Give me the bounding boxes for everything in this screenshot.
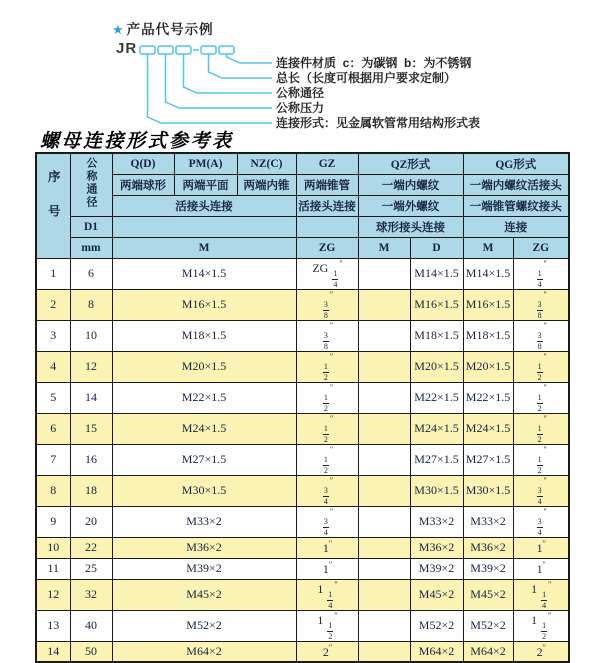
cell-thread-m: M24×1.5 bbox=[112, 413, 296, 444]
diagram-heading-text: 产品代号示例 bbox=[126, 22, 214, 37]
cell-qz-m bbox=[358, 320, 410, 351]
cell-row-no: 2 bbox=[36, 289, 70, 320]
cell-row-no: 9 bbox=[36, 506, 70, 537]
cell-dn-mm: 6 bbox=[70, 258, 112, 289]
cell-qg-m: M24×1.5 bbox=[463, 413, 513, 444]
cell-qz-m bbox=[358, 610, 410, 641]
cell-gz-zg: $\frac{1}{2}$ ″ bbox=[296, 351, 358, 382]
cell-qz-d: M16×1.5 bbox=[410, 289, 463, 320]
leader-line-3 bbox=[184, 54, 273, 93]
cell-thread-m: M52×2 bbox=[112, 610, 296, 641]
cell-qg-m: M30×1.5 bbox=[463, 475, 513, 506]
header-cell-zg: ZG bbox=[296, 237, 358, 258]
cell-gz-zg: $\frac{3}{8}$ ″ bbox=[296, 289, 358, 320]
cell-dn-mm: 15 bbox=[70, 413, 112, 444]
header-cell-d1: D1 bbox=[70, 216, 112, 237]
cell-dn-mm: 40 bbox=[70, 610, 112, 641]
cell-row-no: 5 bbox=[36, 382, 70, 413]
header-dn-label: 公称通径 bbox=[85, 157, 97, 210]
table-row bbox=[36, 289, 569, 320]
header-cell-nz-sub: 两端内锥 bbox=[237, 174, 296, 195]
header-cell-gz: GZ bbox=[296, 153, 358, 174]
code-box-1 bbox=[140, 46, 155, 54]
table-row bbox=[36, 444, 569, 475]
cell-thread-m: M18×1.5 bbox=[112, 320, 296, 351]
cell-thread-m: M64×2 bbox=[112, 641, 296, 662]
cell-thread-m: M20×1.5 bbox=[112, 351, 296, 382]
cell-thread-m: M33×2 bbox=[112, 506, 296, 537]
leader-line-2 bbox=[209, 54, 273, 78]
cell-qz-m bbox=[358, 413, 410, 444]
cell-dn-mm: 50 bbox=[70, 641, 112, 662]
cell-qz-m bbox=[358, 289, 410, 320]
header-row-units bbox=[36, 237, 569, 258]
cell-qz-m bbox=[358, 506, 410, 537]
cell-qz-d: M18×1.5 bbox=[410, 320, 463, 351]
cell-qz-m bbox=[358, 558, 410, 579]
header-cell-qg-zg: ZG bbox=[513, 237, 569, 258]
table-header bbox=[36, 153, 569, 258]
cell-dn-mm: 16 bbox=[70, 444, 112, 475]
header-cell-pm: PM(A) bbox=[174, 153, 237, 174]
cell-qg-m: M16×1.5 bbox=[463, 289, 513, 320]
header-cell-q: Q(D) bbox=[112, 153, 174, 174]
table-row bbox=[36, 506, 569, 537]
cell-qz-m bbox=[358, 475, 410, 506]
cell-row-no: 7 bbox=[36, 444, 70, 475]
cell-qz-d: M52×2 bbox=[410, 610, 463, 641]
cell-gz-zg: 1 $\frac{1}{4}$ ″ bbox=[296, 579, 358, 610]
diagram-heading bbox=[112, 18, 214, 38]
cell-qg-zg: $\frac{1}{2}$ ″ bbox=[513, 351, 569, 382]
cell-qz-d: M64×2 bbox=[410, 641, 463, 662]
header-cell-qg-sub1: 一端内螺纹活接头 bbox=[463, 174, 569, 195]
leader-line-4 bbox=[166, 54, 273, 108]
cell-qz-d: M22×1.5 bbox=[410, 382, 463, 413]
table-row bbox=[36, 610, 569, 641]
header-cell-blank-left bbox=[112, 216, 296, 237]
table-body bbox=[36, 258, 569, 662]
cell-qz-d: M45×2 bbox=[410, 579, 463, 610]
cell-qz-m bbox=[358, 351, 410, 382]
header-cell-qz-sub2: 一端外螺纹 bbox=[358, 195, 463, 216]
header-row-joint bbox=[36, 195, 569, 216]
cell-dn-mm: 10 bbox=[70, 320, 112, 351]
cell-qz-m bbox=[358, 258, 410, 289]
cell-qz-m bbox=[358, 537, 410, 558]
cell-thread-m: M14×1.5 bbox=[112, 258, 296, 289]
code-prefix: JR bbox=[116, 40, 138, 57]
cell-row-no: 14 bbox=[36, 641, 70, 662]
header-cell-qg-sub2: 一端锥管螺纹接头 bbox=[463, 195, 569, 216]
cell-dn-mm: 18 bbox=[70, 475, 112, 506]
cell-dn-mm: 20 bbox=[70, 506, 112, 537]
header-row-connection bbox=[36, 216, 569, 237]
table-title: 螺母连接形式参考表 bbox=[40, 131, 234, 152]
cell-gz-zg: 1″ bbox=[296, 558, 358, 579]
cell-row-no: 12 bbox=[36, 579, 70, 610]
cell-qz-d: M14×1.5 bbox=[410, 258, 463, 289]
table-row bbox=[36, 641, 569, 662]
table-row bbox=[36, 413, 569, 444]
cell-qg-m: M52×2 bbox=[463, 610, 513, 641]
table-row bbox=[36, 558, 569, 579]
cell-qg-zg: $\frac{3}{4}$ ″ bbox=[513, 475, 569, 506]
cell-row-no: 6 bbox=[36, 413, 70, 444]
cell-thread-m: M30×1.5 bbox=[112, 475, 296, 506]
leader-line-1 bbox=[227, 54, 273, 63]
header-cell-blank-gz bbox=[296, 216, 358, 237]
cell-qg-m: M36×2 bbox=[463, 537, 513, 558]
diagram-label-diameter: 公称通径 bbox=[276, 86, 325, 100]
header-cell-m: M bbox=[112, 237, 296, 258]
diagram-label-pressure: 公称压力 bbox=[276, 101, 325, 115]
cell-dn-mm: 12 bbox=[70, 351, 112, 382]
header-cell-qz-d: D bbox=[410, 237, 463, 258]
cell-qz-d: M30×1.5 bbox=[410, 475, 463, 506]
cell-qg-m: M33×2 bbox=[463, 506, 513, 537]
cell-gz-zg: $\frac{3}{4}$ ″ bbox=[296, 475, 358, 506]
header-cell-qz: QZ形式 bbox=[358, 153, 463, 174]
header-cell-live-joint: 活接头连接 bbox=[112, 195, 296, 216]
header-cell-q-sub: 两端球形 bbox=[112, 174, 174, 195]
cell-qg-m: M39×2 bbox=[463, 558, 513, 579]
cell-qg-zg: 1″ bbox=[513, 558, 569, 579]
cell-row-no: 13 bbox=[36, 610, 70, 641]
cell-gz-zg: $\frac{1}{2}$ ″ bbox=[296, 382, 358, 413]
header-cell-gz-sub: 两端锥管 bbox=[296, 174, 358, 195]
code-box-4 bbox=[201, 46, 216, 54]
cell-qg-m: M20×1.5 bbox=[463, 351, 513, 382]
diagram-label-connection: 连接形式：见金属软管常用结构形式表 bbox=[276, 116, 481, 130]
table-row bbox=[36, 475, 569, 506]
cell-row-no: 10 bbox=[36, 537, 70, 558]
cell-qz-m bbox=[358, 579, 410, 610]
table-row bbox=[36, 258, 569, 289]
cell-thread-m: M39×2 bbox=[112, 558, 296, 579]
code-box-2 bbox=[158, 46, 173, 54]
table-row bbox=[36, 351, 569, 382]
cell-gz-zg: 2″ bbox=[296, 641, 358, 662]
cell-qz-m bbox=[358, 444, 410, 475]
header-cell-qz-sub1: 一端内螺纹 bbox=[358, 174, 463, 195]
cell-qz-d: M24×1.5 bbox=[410, 413, 463, 444]
cell-qg-m: M14×1.5 bbox=[463, 258, 513, 289]
cell-qg-zg: $\frac{1}{2}$ ″ bbox=[513, 413, 569, 444]
cell-qg-m: M45×2 bbox=[463, 579, 513, 610]
cell-qg-m: M22×1.5 bbox=[463, 382, 513, 413]
code-box-5 bbox=[219, 46, 234, 54]
cell-qz-d: M39×2 bbox=[410, 558, 463, 579]
cell-row-no: 4 bbox=[36, 351, 70, 382]
cell-qz-d: M36×2 bbox=[410, 537, 463, 558]
cell-qg-zg: 1 $\frac{1}{2}$ ″ bbox=[513, 610, 569, 641]
cell-gz-zg: ZG $\frac{1}{4}$ ″ bbox=[296, 258, 358, 289]
diagram-label-material: 连接件材质 c：为碳钢 b：为不锈钢 bbox=[276, 56, 472, 70]
header-cell-nz: NZ(C) bbox=[237, 153, 296, 174]
table-row bbox=[36, 320, 569, 351]
cell-qz-d: M20×1.5 bbox=[410, 351, 463, 382]
cell-row-no: 8 bbox=[36, 475, 70, 506]
header-cell-qg-m: M bbox=[463, 237, 513, 258]
cell-gz-zg: $\frac{3}{4}$ ″ bbox=[296, 506, 358, 537]
cell-row-no: 3 bbox=[36, 320, 70, 351]
cell-gz-zg: $\frac{3}{8}$ ″ bbox=[296, 320, 358, 351]
table-row bbox=[36, 579, 569, 610]
cell-qg-zg: $\frac{1}{2}$ ″ bbox=[513, 382, 569, 413]
cell-qg-zg: $\frac{1}{2}$ ″ bbox=[513, 444, 569, 475]
cell-dn-mm: 14 bbox=[70, 382, 112, 413]
cell-thread-m: M22×1.5 bbox=[112, 382, 296, 413]
cell-dn-mm: 8 bbox=[70, 289, 112, 320]
header-cell-qg-conn: 连接 bbox=[463, 216, 569, 237]
star-icon: ★ bbox=[112, 22, 125, 37]
cell-qz-m bbox=[358, 382, 410, 413]
cell-row-no: 1 bbox=[36, 258, 70, 289]
header-row-ends bbox=[36, 174, 569, 195]
nut-connection-table bbox=[35, 152, 570, 663]
header-cell-gz-live: 活接头连接 bbox=[296, 195, 358, 216]
header-cell-dn bbox=[70, 153, 112, 216]
cell-qg-m: M27×1.5 bbox=[463, 444, 513, 475]
header-cell-seq bbox=[36, 153, 70, 258]
cell-gz-zg: 1″ bbox=[296, 537, 358, 558]
cell-dn-mm: 32 bbox=[70, 579, 112, 610]
header-cell-pm-sub: 两端平面 bbox=[174, 174, 237, 195]
header-cell-qz-conn: 球形接头连接 bbox=[358, 216, 463, 237]
cell-thread-m: M16×1.5 bbox=[112, 289, 296, 320]
cell-qg-m: M64×2 bbox=[463, 641, 513, 662]
cell-dn-mm: 22 bbox=[70, 537, 112, 558]
cell-qg-zg: 1″ bbox=[513, 537, 569, 558]
cell-gz-zg: 1 $\frac{1}{2}$ ″ bbox=[296, 610, 358, 641]
diagram-label-length: 总长（长度可根据用户要求定制） bbox=[276, 71, 457, 85]
cell-qg-zg: $\frac{3}{4}$ ″ bbox=[513, 506, 569, 537]
cell-thread-m: M45×2 bbox=[112, 579, 296, 610]
cell-qg-zg: $\frac{3}{8}$ ″ bbox=[513, 289, 569, 320]
header-cell-qz-m: M bbox=[358, 237, 410, 258]
cell-row-no: 11 bbox=[36, 558, 70, 579]
table-row bbox=[36, 537, 569, 558]
header-seq-label: 序号 bbox=[46, 169, 61, 239]
header-cell-mm: mm bbox=[70, 237, 112, 258]
cell-qg-zg: 2″ bbox=[513, 641, 569, 662]
table-row bbox=[36, 382, 569, 413]
cell-thread-m: M27×1.5 bbox=[112, 444, 296, 475]
cell-qg-zg: $\frac{3}{8}$ ″ bbox=[513, 320, 569, 351]
cell-gz-zg: $\frac{1}{2}$ ″ bbox=[296, 444, 358, 475]
cell-qg-m: M18×1.5 bbox=[463, 320, 513, 351]
cell-qz-m bbox=[358, 641, 410, 662]
cell-qg-zg: 1 $\frac{1}{4}$ ″ bbox=[513, 579, 569, 610]
cell-qz-d: M27×1.5 bbox=[410, 444, 463, 475]
header-cell-qg: QG形式 bbox=[463, 153, 569, 174]
cell-dn-mm: 25 bbox=[70, 558, 112, 579]
cell-thread-m: M36×2 bbox=[112, 537, 296, 558]
cell-qz-d: M33×2 bbox=[410, 506, 463, 537]
cell-gz-zg: $\frac{1}{2}$ ″ bbox=[296, 413, 358, 444]
cell-qg-zg: $\frac{1}{4}$ ″ bbox=[513, 258, 569, 289]
header-row-forms bbox=[36, 153, 569, 174]
code-box-3 bbox=[176, 46, 191, 54]
